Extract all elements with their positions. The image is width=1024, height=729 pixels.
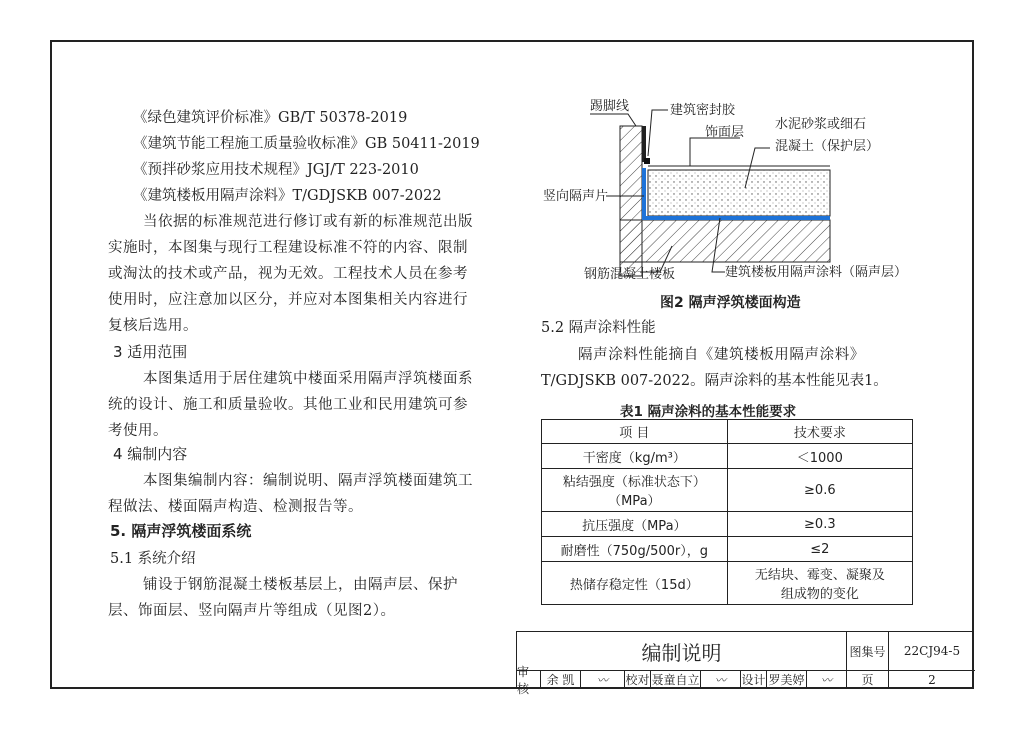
label-protect-2: 混凝土（保护层） bbox=[775, 139, 880, 154]
table-header-item: 项 目 bbox=[542, 420, 728, 444]
protective-layer bbox=[648, 170, 830, 216]
section-5-2-title: 5.2 隔声涂料性能 bbox=[541, 320, 656, 336]
table-row bbox=[542, 444, 913, 469]
title-block bbox=[516, 631, 974, 696]
properties-table bbox=[541, 419, 913, 605]
check-name: 聂童自立 bbox=[651, 670, 701, 689]
table-caption: 表1 隔声涂料的基本性能要求 bbox=[620, 404, 797, 420]
standard-2: 《建筑节能工程施工质量验收标准》GB 50411-2019 bbox=[133, 136, 480, 152]
label-vertical: 竖向隔声片 bbox=[543, 189, 609, 204]
leader-skirting bbox=[590, 114, 636, 126]
label-skirting: 踢脚线 bbox=[590, 99, 630, 114]
table-cell: 无结块、霉变、凝聚及 组成物的变化 bbox=[727, 562, 912, 605]
table-cell: ≥0.3 bbox=[727, 512, 912, 537]
sec4-line-2: 程做法、楼面隔声构造、检测报告等。 bbox=[108, 499, 363, 515]
table-header-row bbox=[542, 420, 913, 444]
design-signature: 〰 bbox=[807, 670, 847, 689]
page-label: 页 bbox=[847, 670, 889, 689]
atlas-number: 22CJ94-5 bbox=[903, 644, 961, 658]
sec52-line-1: 隔声涂料性能摘自《建筑楼板用隔声涂料》 bbox=[578, 347, 865, 363]
note-line-3: 或淘汰的技术或产品，视为无效。工程技术人员在参考 bbox=[108, 266, 468, 282]
review-label: 审核 bbox=[517, 670, 541, 689]
leader-sealant bbox=[648, 110, 668, 156]
design-label: 设计 bbox=[741, 670, 767, 689]
table-cell: 耐磨性（750g/500r），g bbox=[542, 537, 728, 562]
note-line-5: 复核后选用。 bbox=[108, 318, 198, 334]
standard-1: 《绿色建筑评价标准》GB/T 50378-2019 bbox=[133, 110, 408, 126]
standard-3: 《预拌砂浆应用技术规程》JGJ/T 223-2010 bbox=[133, 162, 419, 178]
table-row bbox=[542, 512, 913, 537]
label-slab: 钢筋混凝土楼板 bbox=[584, 267, 676, 282]
page-number: 2 bbox=[928, 672, 936, 687]
table-cell: ＜1000 bbox=[727, 444, 912, 469]
sec4-line-1: 本图集编制内容：编制说明、隔声浮筑楼面建筑工 bbox=[143, 473, 473, 489]
sec3-line-2: 统的设计、施工和质量验收。其他工业和民用建筑可参 bbox=[108, 397, 468, 413]
design-name: 罗美婷 bbox=[767, 670, 807, 689]
note-line-4: 使用时，应注意加以区分，并应对本图集相关内容进行 bbox=[108, 292, 468, 308]
note-line-1: 当依据的标准规范进行修订或有新的标准规范出版 bbox=[143, 214, 473, 230]
table-cell: ≤2 bbox=[727, 537, 912, 562]
check-label: 校对 bbox=[625, 670, 651, 689]
sec3-line-3: 考使用。 bbox=[108, 423, 168, 439]
sec51-line-2: 层、饰面层、竖向隔声片等组成（见图2）。 bbox=[108, 603, 396, 619]
figure-caption: 图2 隔声浮筑楼面构造 bbox=[660, 295, 801, 311]
section-5-title: 5. 隔声浮筑楼面系统 bbox=[110, 522, 252, 540]
table-header-requirement: 技术要求 bbox=[727, 420, 912, 444]
label-sealant: 建筑密封胶 bbox=[670, 103, 736, 118]
sec51-line-1: 铺设于钢筋混凝土楼板基层上，由隔声层、保护 bbox=[143, 577, 458, 593]
leader-finish bbox=[690, 138, 740, 166]
slab-hatch bbox=[620, 220, 830, 262]
floor-section-svg bbox=[540, 96, 960, 286]
section-5-1-title: 5.1 系统介绍 bbox=[110, 551, 196, 567]
title-block-title: 编制说明 bbox=[517, 632, 847, 670]
atlas-label: 图集号 bbox=[847, 632, 889, 670]
section-4-title: 4 编制内容 bbox=[113, 445, 188, 463]
table-row bbox=[542, 469, 913, 512]
sec3-line-1: 本图集适用于居住建筑中楼面采用隔声浮筑楼面系 bbox=[143, 371, 473, 387]
floor-section-diagram bbox=[540, 96, 960, 286]
table-cell: 干密度（kg/m³） bbox=[542, 444, 728, 469]
review-signature: 〰 bbox=[581, 670, 625, 689]
skirting bbox=[642, 126, 646, 162]
table-row bbox=[542, 537, 913, 562]
sec52-line-2: T/GDJSKB 007-2022。隔声涂料的基本性能见表1。 bbox=[541, 373, 888, 389]
standard-4: 《建筑楼板用隔声涂料》T/GDJSKB 007-2022 bbox=[133, 188, 442, 204]
section-3-title: 3 适用范围 bbox=[113, 343, 188, 361]
table-row bbox=[542, 562, 913, 605]
sealant bbox=[644, 158, 650, 164]
note-line-2: 实施时，本图集与现行工程建设标准不符的内容、限制 bbox=[108, 240, 468, 256]
label-finish: 饰面层 bbox=[705, 125, 745, 140]
label-coating: 建筑楼板用隔声涂料（隔声层） bbox=[725, 265, 908, 280]
table-cell: 粘结强度（标准状态下） （MPa） bbox=[542, 469, 728, 512]
table-cell: 抗压强度（MPa） bbox=[542, 512, 728, 537]
table-cell: 热储存稳定性（15d） bbox=[542, 562, 728, 605]
review-name: 余 凯 bbox=[541, 670, 581, 689]
check-signature: 〰 bbox=[701, 670, 741, 689]
table-cell: ≥0.6 bbox=[727, 469, 912, 512]
label-protect-1: 水泥砂浆或细石 bbox=[775, 117, 867, 132]
